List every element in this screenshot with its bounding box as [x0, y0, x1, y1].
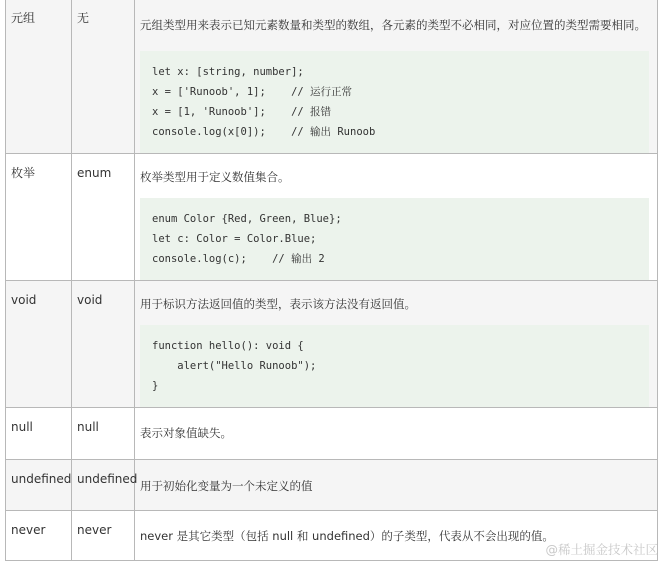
table-row-tuple	[6, 0, 658, 154]
type-description: 用于初始化变量为一个未定义的值	[140, 479, 313, 493]
table-row-enum	[6, 154, 658, 281]
description-cell	[135, 154, 658, 281]
keyword-cell	[72, 511, 135, 561]
type-name: void	[11, 293, 37, 307]
description-cell	[135, 0, 658, 154]
type-name: undefined	[11, 472, 72, 486]
description-cell	[135, 460, 658, 511]
type-keyword: null	[77, 420, 99, 434]
keyword-cell	[72, 154, 135, 281]
type-name-cell	[6, 408, 72, 460]
type-description: 元组类型用来表示已知元素数量和类型的数组，各元素的类型不必相同，对应位置的类型需要相同。	[140, 18, 646, 32]
watermark: @稀土掘金技术社区	[545, 542, 658, 557]
type-keyword: never	[77, 523, 112, 537]
type-name: 元组	[11, 11, 36, 25]
keyword-cell	[72, 460, 138, 511]
types-table	[5, 0, 658, 561]
keyword-cell	[72, 0, 135, 154]
description-cell	[135, 408, 658, 460]
type-description: never 是其它类型（包括 null 和 undefined）的子类型，代表从不会出现的值。	[140, 529, 554, 543]
type-name-cell	[6, 511, 72, 561]
table-row-null	[6, 408, 658, 460]
type-name: 枚举	[11, 166, 36, 180]
type-description: 表示对象值缺失。	[140, 426, 232, 440]
type-keyword: void	[77, 293, 103, 307]
type-name-cell	[6, 154, 72, 281]
type-name-cell	[6, 0, 72, 154]
table-row-void	[6, 281, 658, 408]
type-keyword: undefined	[77, 472, 138, 486]
type-description: 用于标识方法返回值的类型，表示该方法没有返回值。	[140, 297, 416, 311]
type-name: never	[11, 523, 46, 537]
type-description: 枚举类型用于定义数值集合。	[140, 170, 290, 184]
code-block: function hello(): void { alert("Hello Runoob"); }	[140, 325, 649, 407]
type-name: null	[11, 420, 33, 434]
type-keyword: enum	[77, 166, 112, 180]
code-block: enum Color {Red, Green, Blue}; let c: Color = Color.Blue; console.log(c); // 输出 2	[140, 198, 649, 280]
type-name-cell	[6, 281, 72, 408]
type-name-cell	[6, 460, 72, 511]
type-keyword: 无	[77, 11, 90, 25]
keyword-cell	[72, 408, 135, 460]
keyword-cell	[72, 281, 135, 408]
code-block: let x: [string, number]; x = ['Runoob', 1]; // 运行正常 x = [1, 'Runoob']; // 报错 console.log(x[0]); // 输出 Runoob	[140, 51, 649, 153]
description-cell	[135, 281, 658, 408]
table-row-undefined	[6, 460, 658, 511]
